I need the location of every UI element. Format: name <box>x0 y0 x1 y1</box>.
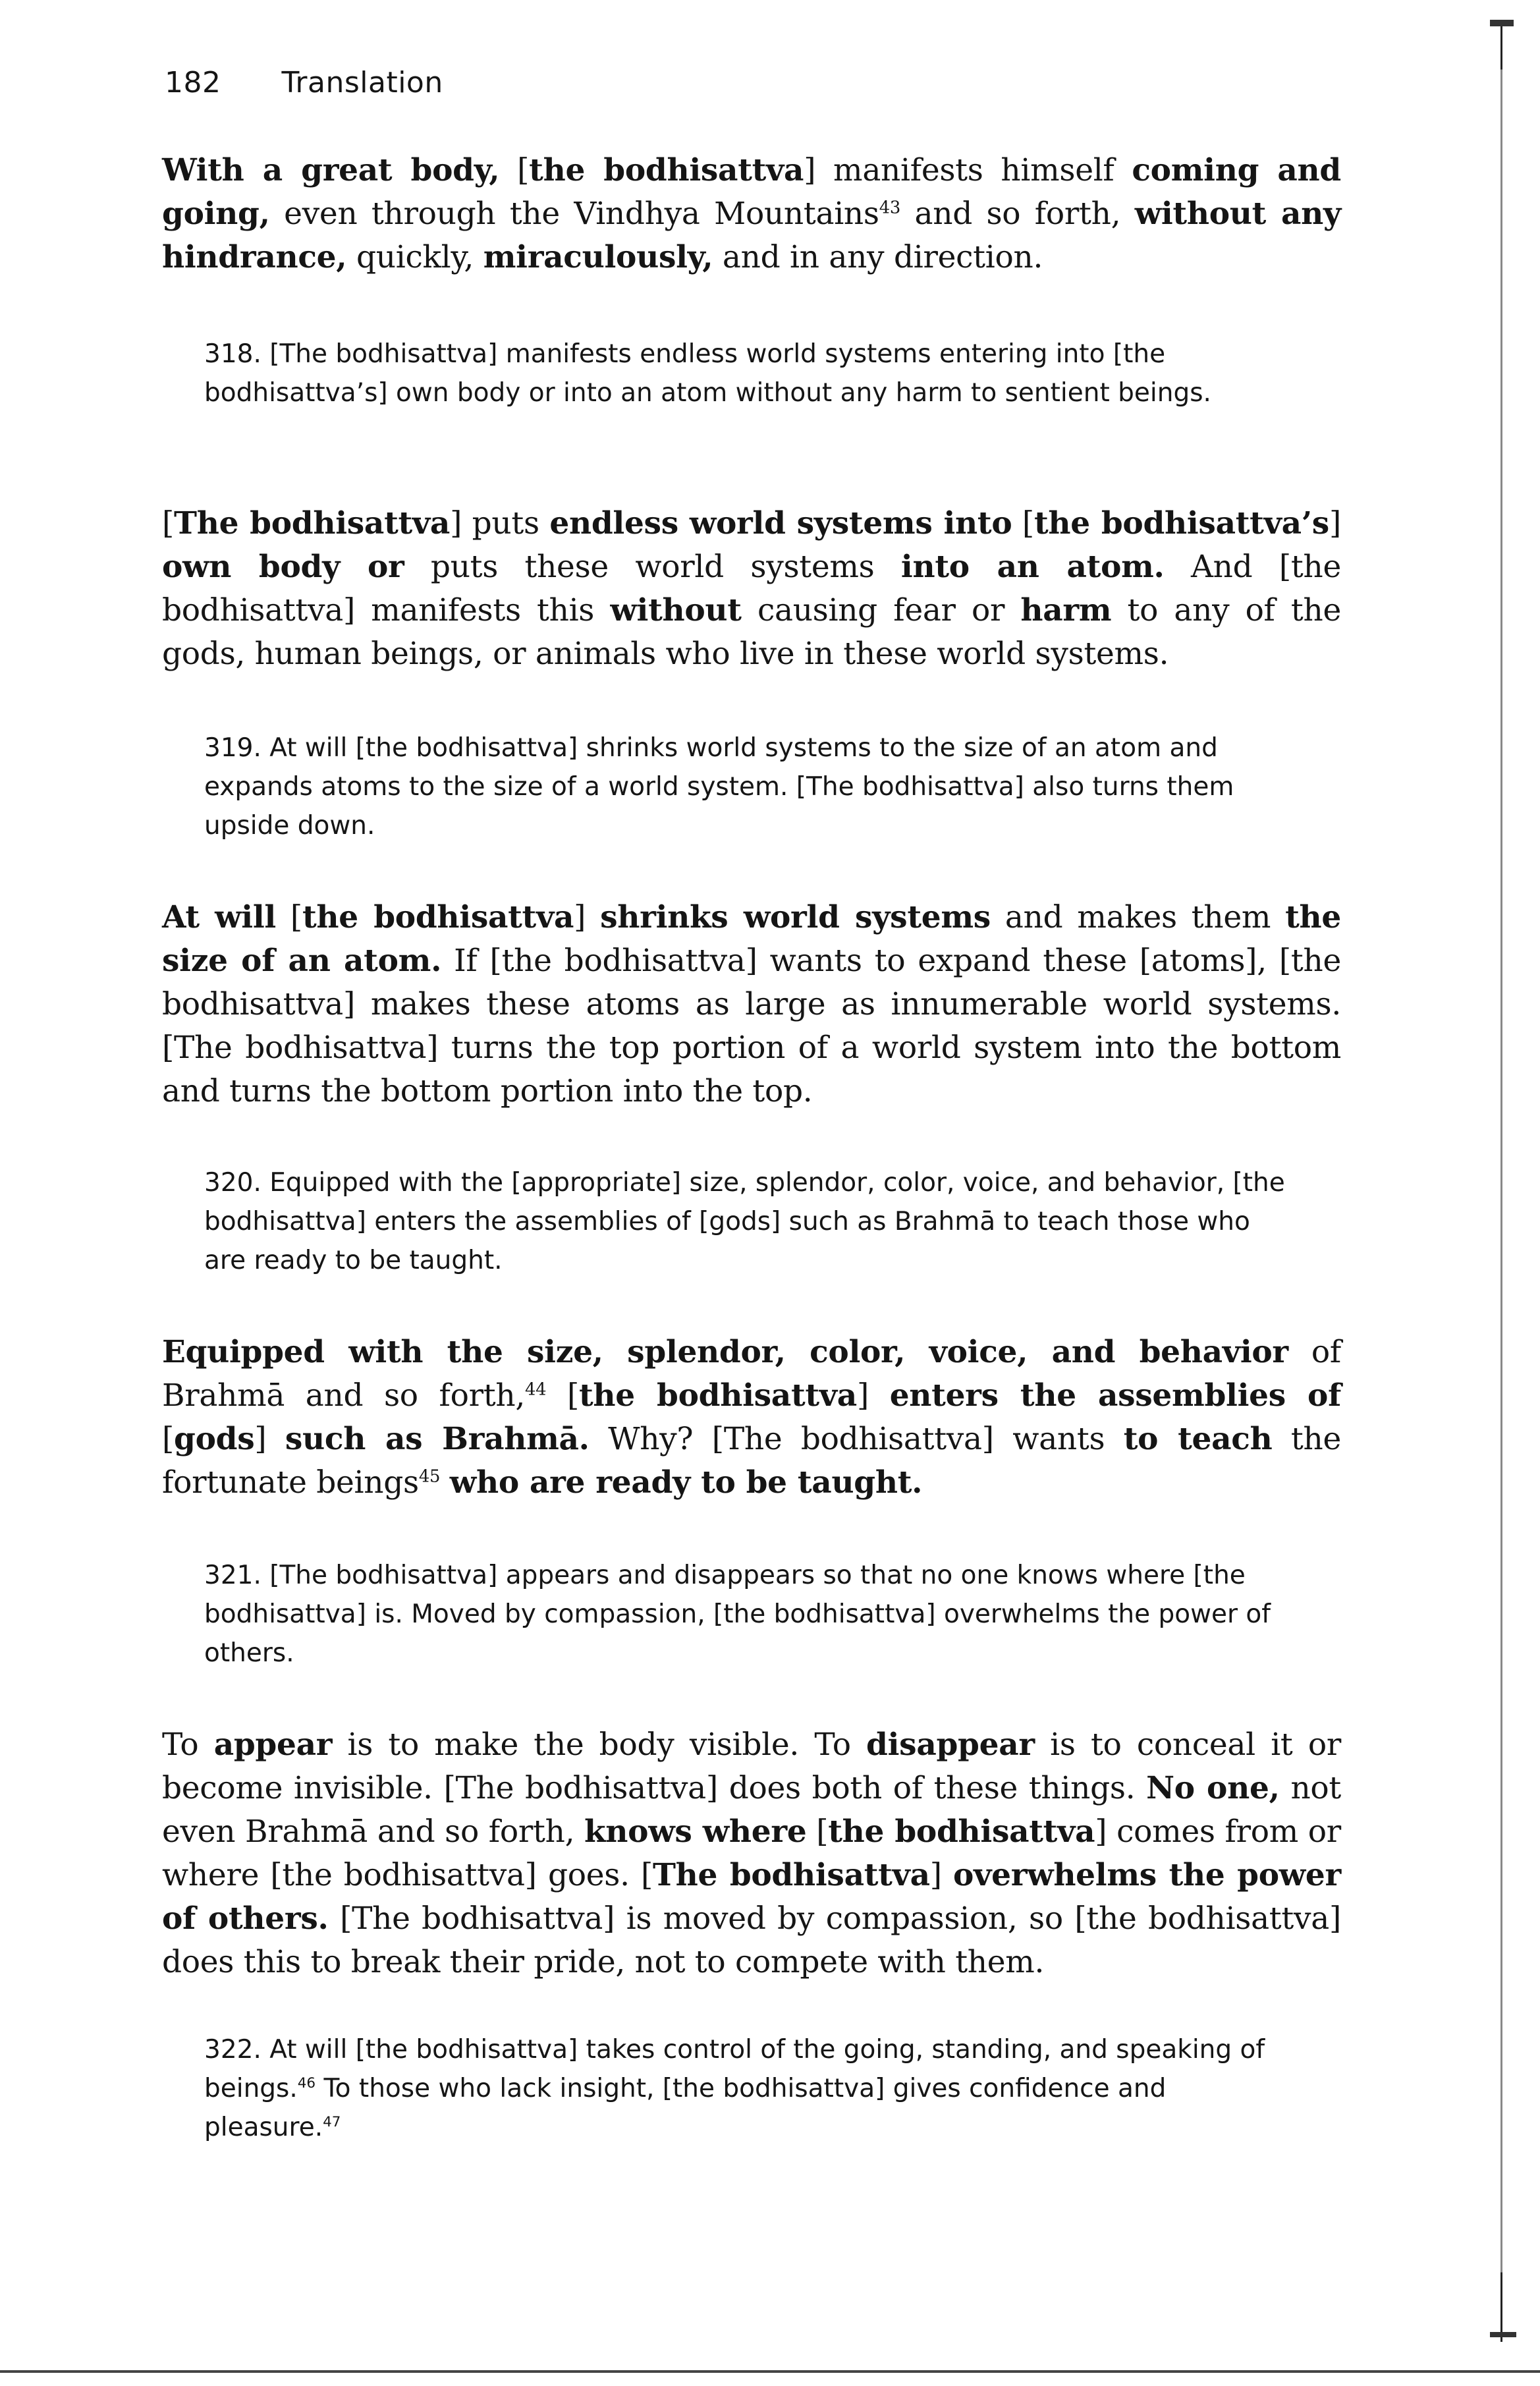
scan-bottom-edge <box>0 2370 1540 2373</box>
verse-318: 318. [The bodhisattva] manifests endless world systems entering into [the bodhisattva’s] own body or into an atom without any harm to sentient beings. <box>204 339 1211 408</box>
commentary-320: Equipped with the size, splendor, color, voice, and behavior of Brahmā and so forth,$^{44}$ [the bodhisattva] enters the assemblies of [gods] such as Brahmā. Why? [The bodhisattva] wants to teach the fortunate beings$^{45}$ who are ready to be taught. <box>162 1334 1341 1501</box>
scan-page-edge <box>1500 23 1502 2342</box>
verse-322: 322. At will [the bodhisattva] takes control of the going, standing, and speaking of beings.$^{46}$ To those who lack insight, [the bodhisattva] gives confidence and pleasure.$^{47}$ <box>204 2035 1265 2142</box>
verse-320: 320. Equipped with the [appropriate] size, splendor, color, voice, and behavior, [the bodhisattva] enters the assemblies of [gods] such as Brahmā to teach those who are ready to be taught. <box>204 1168 1285 1275</box>
commentary-321: To appear is to make the body visible. To disappear is to conceal it or become invisible. [The bodhisattva] does both of these things. No one, not even Brahmā and so forth, knows where [the bodhisattva] comes from or where [the bodhisattva] goes. [The bodhisattva] overwhelms the power of others. [The bodhisattva] is moved by compassion, so [the bodhisattva] does this to break their pride, not to compete with them. <box>162 1727 1341 1980</box>
scan-edge-mark-top <box>1490 20 1514 26</box>
verse-321: 321. [The bodhisattva] appears and disappears so that no one knows where [the bodhisattva] is. Moved by compassion, [the bodhisattva] overwhelms the power of others. <box>204 1561 1271 1668</box>
section-title: Translation <box>281 66 443 99</box>
verse-319: 319. At will [the bodhisattva] shrinks world systems to the size of an atom and expands atoms to the size of a world system. [The bodhisattva] also turns them upside down. <box>204 733 1234 841</box>
commentary-318: [The bodhisattva] puts endless world systems into [the bodhisattva’s] own body or puts these world systems into an atom. And [the bodhisattva] manifests this without causing fear or harm to any of the gods, human beings, or animals who live in these world systems. <box>162 505 1342 672</box>
scan-edge-mark-bottom <box>1490 2332 1516 2337</box>
running-header <box>165 66 443 99</box>
commentary-317: With a great body, [the bodhisattva] manifests himself coming and going, even through the Vindhya Mountains$^{43}$ and so forth, without any hindrance, quickly, miraculously, and in any direction. <box>162 152 1341 275</box>
commentary-319: At will [the bodhisattva] shrinks world systems and makes them the size of an atom. If [the bodhisattva] wants to expand these [atoms], [the bodhisattva] makes these atoms as large as innumerable world systems. [The bodhisattva] turns the top portion of a world system into the bottom and turns the bottom portion into the top. <box>162 899 1341 1109</box>
page-number: 182 <box>165 66 221 99</box>
